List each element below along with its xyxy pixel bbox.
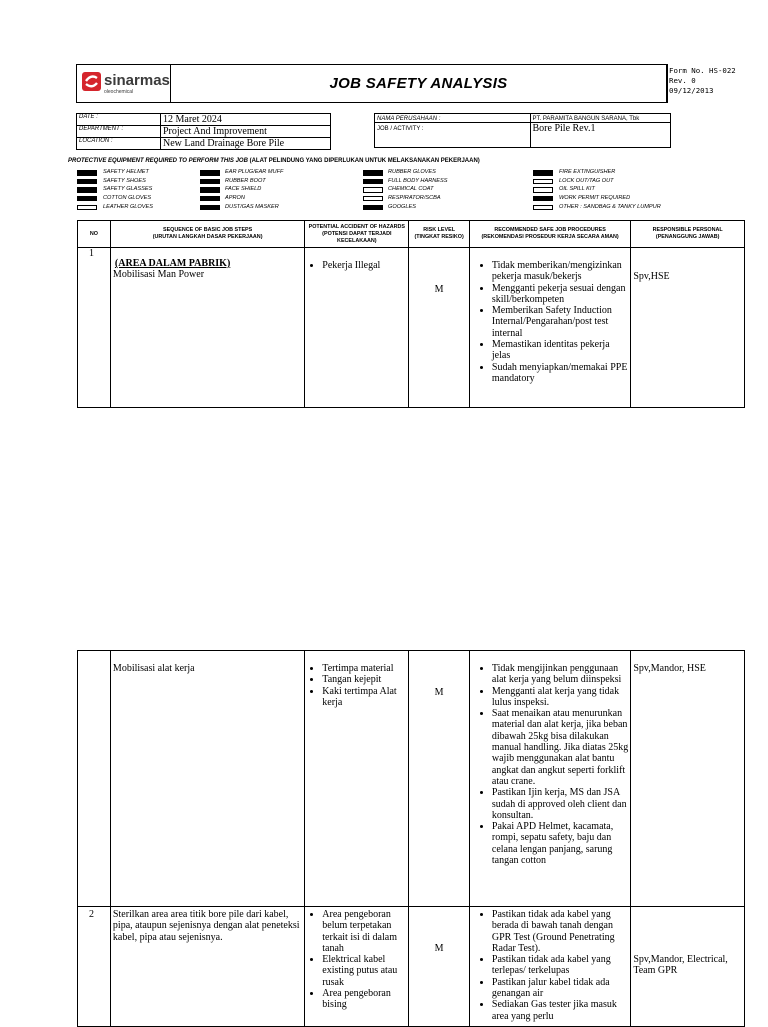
ppe-item-label: CHEMICAL COAT xyxy=(388,186,434,192)
row2-no xyxy=(78,651,111,907)
col-header-procedures: RECOMMENDED SAFE JOB PROCEDURES (REKOMENDASI PROSEDUR KERJA SECARA AMAN) xyxy=(469,221,630,248)
row2-procedure-item: • Tidak mengijinkan penggunaan alat kerja yang belum diinspeksi xyxy=(492,663,628,686)
row3-no: 2 xyxy=(78,907,111,1027)
ppe-checkbox xyxy=(363,205,383,211)
ppe-item-label: EAR PLUG/EAR MUFF xyxy=(225,169,284,175)
row3-procedure-item: • Pastikan tidak ada kabel yang berada di bawah tanah dengan GPR Test (Ground Penetrating Radar Test). xyxy=(492,909,628,954)
activity-label: JOB / ACTIVITY : xyxy=(375,123,531,148)
row2-procedure-item: • Pakai APD Helmet, kacamata, rompi, sepatu safety, baju dan celana lengan panjang, sarung tangan cotton xyxy=(492,821,628,866)
table-row xyxy=(78,248,745,408)
ppe-item-label: LOCK OUT/TAG OUT xyxy=(559,177,614,184)
department-value: Project And Improvement xyxy=(161,126,331,138)
table-header-row xyxy=(78,221,745,248)
ppe-checkbox xyxy=(77,179,97,185)
ppe-item-label: SAFETY HELMET xyxy=(103,169,149,175)
ppe-item-label: LEATHER GLOVES xyxy=(103,203,153,210)
row3-hazard-item: • Area pengeboran bising xyxy=(322,988,406,1011)
ppe-checkbox xyxy=(200,187,220,193)
row1-step-cell xyxy=(110,248,304,408)
row3-hazard-item: • Area pengeboran belum terpetakan terkait isi di dalam tanah xyxy=(322,909,406,954)
row2-hazards-cell xyxy=(305,651,409,907)
ppe-item-label: RUBBER GLOVES xyxy=(388,169,436,175)
ppe-checkbox xyxy=(363,196,383,202)
row1-hazards-cell xyxy=(305,248,409,408)
logo-sub-text: oleochemical xyxy=(104,89,134,95)
row2-procedures-cell xyxy=(469,651,630,907)
ppe-checkbox xyxy=(363,187,383,193)
row3-procedure-item: • Pastikan tidak ada kabel yang terlepas/ terkelupas xyxy=(492,954,628,977)
ppe-item-label: RUBBER BOOT xyxy=(225,177,266,184)
row3-procedure-item: • Pastikan jalur kabel tidak ada genangan air xyxy=(492,977,628,1000)
row1-no: 1 xyxy=(78,248,111,408)
row3-procedure-item: • Sediakan Gas tester jika masuk area yang perlu xyxy=(492,999,628,1022)
location-value: New Land Drainage Bore Pile xyxy=(161,138,331,150)
ppe-item-label: DUST/GAS MASKER xyxy=(225,203,279,210)
row2-hazard-item: • Kaki tertimpa Alat kerja xyxy=(322,686,406,709)
jsa-table-page2 xyxy=(77,650,745,1027)
ppe-checkbox xyxy=(200,179,220,185)
form-number: Form No. HS-022 Rev. 0 09/12/2013 xyxy=(666,65,745,102)
ppe-checkbox xyxy=(200,205,220,211)
row3-hazards-cell xyxy=(305,907,409,1027)
ppe-title-bold: PROTECTIVE EQUIPMENT REQUIRED TO PERFORM THIS JOB xyxy=(68,158,248,164)
ppe-item-label: APRON xyxy=(225,194,245,201)
ppe-checkbox xyxy=(200,196,220,202)
jsa-table-page1 xyxy=(77,220,745,408)
row1-area-heading: (AREA DALAM PABRIK) xyxy=(114,258,231,269)
col-header-steps: SEQUENCE OF BASIC JOB STEPS (URUTAN LANGKAH DASAR PEKERJAAN) xyxy=(110,221,304,248)
ppe-title-rest: (ALAT PELINDUNG YANG DIPERLUKAN UNTUK MELAKSANAKAN PEKERJAAN) xyxy=(247,158,480,164)
ppe-checkbox xyxy=(77,196,97,202)
logo-brand-text: sinarmas xyxy=(104,72,170,89)
row1-procedure-item: • Mengganti pekerja sesuai dengan skill/berkompeten xyxy=(492,283,628,306)
ppe-checkbox xyxy=(533,179,553,185)
ppe-checkbox xyxy=(77,205,97,211)
ppe-item-label: COTTON GLOVES xyxy=(103,194,152,201)
date-label: DATE : xyxy=(77,114,161,126)
ppe-checkbox xyxy=(200,170,220,176)
col-header-risk: RISK LEVEL (TINGKAT RESIKO) xyxy=(409,221,470,248)
department-label: DEPARTMENT : xyxy=(77,126,161,138)
col-header-hazards: POTENTIAL ACCIDENT OF HAZARDS (POTENSI DAPAT TERJADI KECELAKAAN) xyxy=(305,221,409,248)
ppe-item-label: WORK PERMIT REQUIRED xyxy=(559,194,631,201)
row2-procedure-item: • Pastikan Ijin kerja, MS dan JSA sudah di approved oleh client dan konsultan. xyxy=(492,787,628,821)
ppe-item-label: OIL SPILL KIT xyxy=(559,186,595,192)
company-label: NAMA PERUSAHAAN : xyxy=(375,114,531,123)
col-header-no: NO xyxy=(78,221,111,248)
ppe-checkbox xyxy=(363,170,383,176)
table-row xyxy=(78,907,745,1027)
ppe-checkbox xyxy=(77,187,97,193)
ppe-checkbox xyxy=(533,187,553,193)
row2-responsible: Spv,Mandor, HSE xyxy=(631,651,745,907)
location-label: LOCATION : xyxy=(77,138,161,150)
ppe-item-label: SAFETY SHOES xyxy=(103,177,146,184)
company-value: PT. PARAMITA BANGUN SARANA, Tbk xyxy=(530,114,670,123)
row1-procedure-item: • Memastikan identitas pekerja jelas xyxy=(492,339,628,362)
row1-hazard-item: • Pekerja Illegal xyxy=(322,260,406,271)
row2-step: Mobilisasi alat kerja xyxy=(110,651,304,907)
ppe-checkbox xyxy=(77,170,97,176)
row1-step: Mobilisasi Man Power xyxy=(112,269,205,281)
table-row xyxy=(78,651,745,907)
row2-hazard-item: • Tertimpa material xyxy=(322,663,406,674)
ppe-checklist xyxy=(0,0,768,230)
ppe-item-label: GOOGLES xyxy=(388,203,416,210)
document-title: JOB SAFETY ANALYSIS xyxy=(329,75,508,92)
ppe-checkbox xyxy=(533,170,553,176)
col-header-responsible: RESPONSIBLE PERSONAL (PENANGGUNG JAWAB) xyxy=(631,221,745,248)
ppe-checkbox xyxy=(363,179,383,185)
row3-procedures-cell xyxy=(469,907,630,1027)
activity-value: Bore Pile Rev.1 xyxy=(530,123,670,148)
row1-procedure-item: • Tidak memberikan/mengizinkan pekerja masuk/bekerjs xyxy=(492,260,628,283)
ppe-item-label: FACE SHIELD xyxy=(225,186,262,192)
ppe-item-label: FIRE EXTINGUISHER xyxy=(559,169,616,175)
row2-hazard-item: • Tangan kejepit xyxy=(322,674,406,685)
row2-procedure-item: • Mengganti alat kerja yang tidak lulus inspeksi. xyxy=(492,686,628,709)
ppe-checkbox xyxy=(533,205,553,211)
row2-procedure-item: • Saat menaikan atau menurunkan material dan alat kerja, jika beban dibawah 25kg bisa dilakukan manual handling. Jika diatas 25kg wajib menggunakan alat bantu angkat dan angkut seperti forklift atau crane. xyxy=(492,708,628,787)
ppe-item-label: RESPIRATOR/SCBA xyxy=(388,194,441,201)
ppe-item-label: SAFETY GLASSES xyxy=(103,186,153,192)
row1-responsible: Spv,HSE xyxy=(631,248,745,408)
row1-risk: M xyxy=(409,248,470,408)
row1-procedure-item: • Sudah menyiapkan/memakai PPE mandatory xyxy=(492,362,628,385)
ppe-checkbox xyxy=(533,196,553,202)
ppe-item-label: OTHER : SANDBAG & TANKY LUMPUR xyxy=(559,203,661,210)
ppe-item-label: FULL BODY HARNESS xyxy=(388,177,448,184)
row3-step: Sterilkan area area titik bore pile dari kabel, pipa, ataupun sejenisnya dengan alat peneteksi kabel, pipa atau sejenisnya. xyxy=(110,907,304,1027)
row1-procedure-item: • Memberikan Safety Induction Internal/Pengarahan/post test internal xyxy=(492,305,628,339)
row1-procedures-cell xyxy=(469,248,630,408)
row2-risk: M xyxy=(409,651,470,907)
row3-risk: M xyxy=(409,907,470,1027)
row3-responsible: Spv,Mandor, Electrical, Team GPR xyxy=(631,907,745,1027)
date-value: 12 Maret 2024 xyxy=(161,114,331,126)
row3-hazard-item: • Elektrical kabel existing putus atau rusak xyxy=(322,954,406,988)
